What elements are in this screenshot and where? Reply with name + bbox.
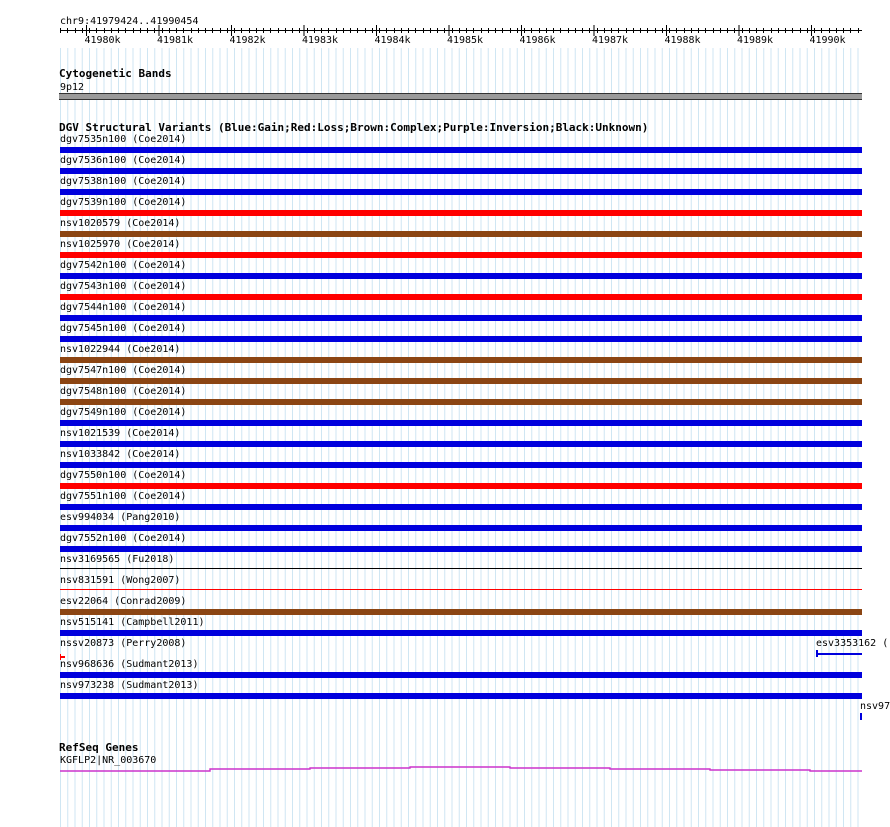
sv-feature-label[interactable]: dgv7550n100 (Coe2014) [60,470,187,481]
ruler-tick-label: 41981k [156,35,194,46]
sv-feature-label[interactable]: dgv7538n100 (Coe2014) [60,176,187,187]
sv-feature-label[interactable]: dgv7547n100 (Coe2014) [60,365,187,376]
cytoband-label: 9p12 [60,82,85,93]
ruler-tick-label: 41986k [519,35,556,46]
sv-feature-label[interactable]: nssv20873 (Perry2008) [60,638,187,649]
sv-feature-label[interactable]: dgv7536n100 (Coe2014) [60,155,187,166]
ruler-tick-label: 41988k [664,35,701,46]
sv-feature-label[interactable]: nsv97 [860,701,890,712]
sv-feature-label[interactable]: dgv7535n100 (Coe2014) [60,134,187,145]
sv-feature-label[interactable]: nsv3169565 (Fu2018) [60,554,175,565]
ruler-tick-label: 41980k [84,35,121,46]
sv-feature-label[interactable]: esv3353162 ( [816,638,889,649]
sv-feature-label[interactable]: dgv7551n100 (Coe2014) [60,491,187,502]
refseq-track-title: RefSeq Genes [59,741,139,754]
sv-feature-label[interactable]: nsv973238 (Sudmant2013) [60,680,199,691]
sv-feature-label[interactable]: dgv7552n100 (Coe2014) [60,533,187,544]
ruler-tick-label: 41990k [809,35,846,46]
sv-feature-label[interactable]: dgv7542n100 (Coe2014) [60,260,187,271]
sv-feature-label[interactable]: dgv7539n100 (Coe2014) [60,197,187,208]
ruler-tick-label: 41989k [736,35,774,46]
ruler-tick-label: 41984k [374,35,411,46]
sv-feature-label[interactable]: esv22064 (Conrad2009) [60,596,187,607]
sv-feature-label[interactable]: nsv1020579 (Coe2014) [60,218,181,229]
ruler-tick-label: 41982k [229,35,266,46]
gene-intron-line[interactable] [60,767,862,771]
sv-feature-label[interactable]: esv994034 (Pang2010) [60,512,181,523]
sv-feature-label[interactable]: nsv1033842 (Coe2014) [60,449,181,460]
sv-feature-label[interactable]: dgv7548n100 (Coe2014) [60,386,187,397]
sv-feature-label[interactable]: nsv1022944 (Coe2014) [60,344,181,355]
ruler-tick-label: 41985k [446,35,484,46]
gene-label: KGFLP2|NR_003670 [60,755,157,766]
ruler-tick-label: 41983k [301,35,339,46]
coordinate-label: chr9:41979424..41990454 [60,16,199,27]
sv-feature-label[interactable]: dgv7549n100 (Coe2014) [60,407,187,418]
sv-feature-label[interactable]: nsv968636 (Sudmant2013) [60,659,199,670]
cytoband-track-title: Cytogenetic Bands [59,67,172,80]
sv-feature-label[interactable]: dgv7544n100 (Coe2014) [60,302,187,313]
sv-feature-label[interactable]: dgv7543n100 (Coe2014) [60,281,187,292]
sv-feature-label[interactable]: nsv515141 (Campbell2011) [60,617,205,628]
sv-feature-label[interactable]: nsv1025970 (Coe2014) [60,239,181,250]
sv-feature-label[interactable]: nsv831591 (Wong2007) [60,575,181,586]
ruler-tick-label: 41987k [591,35,629,46]
sv-feature-label[interactable]: dgv7545n100 (Coe2014) [60,323,187,334]
dgv-track-title: DGV Structural Variants (Blue:Gain;Red:Loss;Brown:Complex;Purple:Inversion;Black:Unknown) [59,121,649,134]
sv-feature-label[interactable]: nsv1021539 (Coe2014) [60,428,181,439]
